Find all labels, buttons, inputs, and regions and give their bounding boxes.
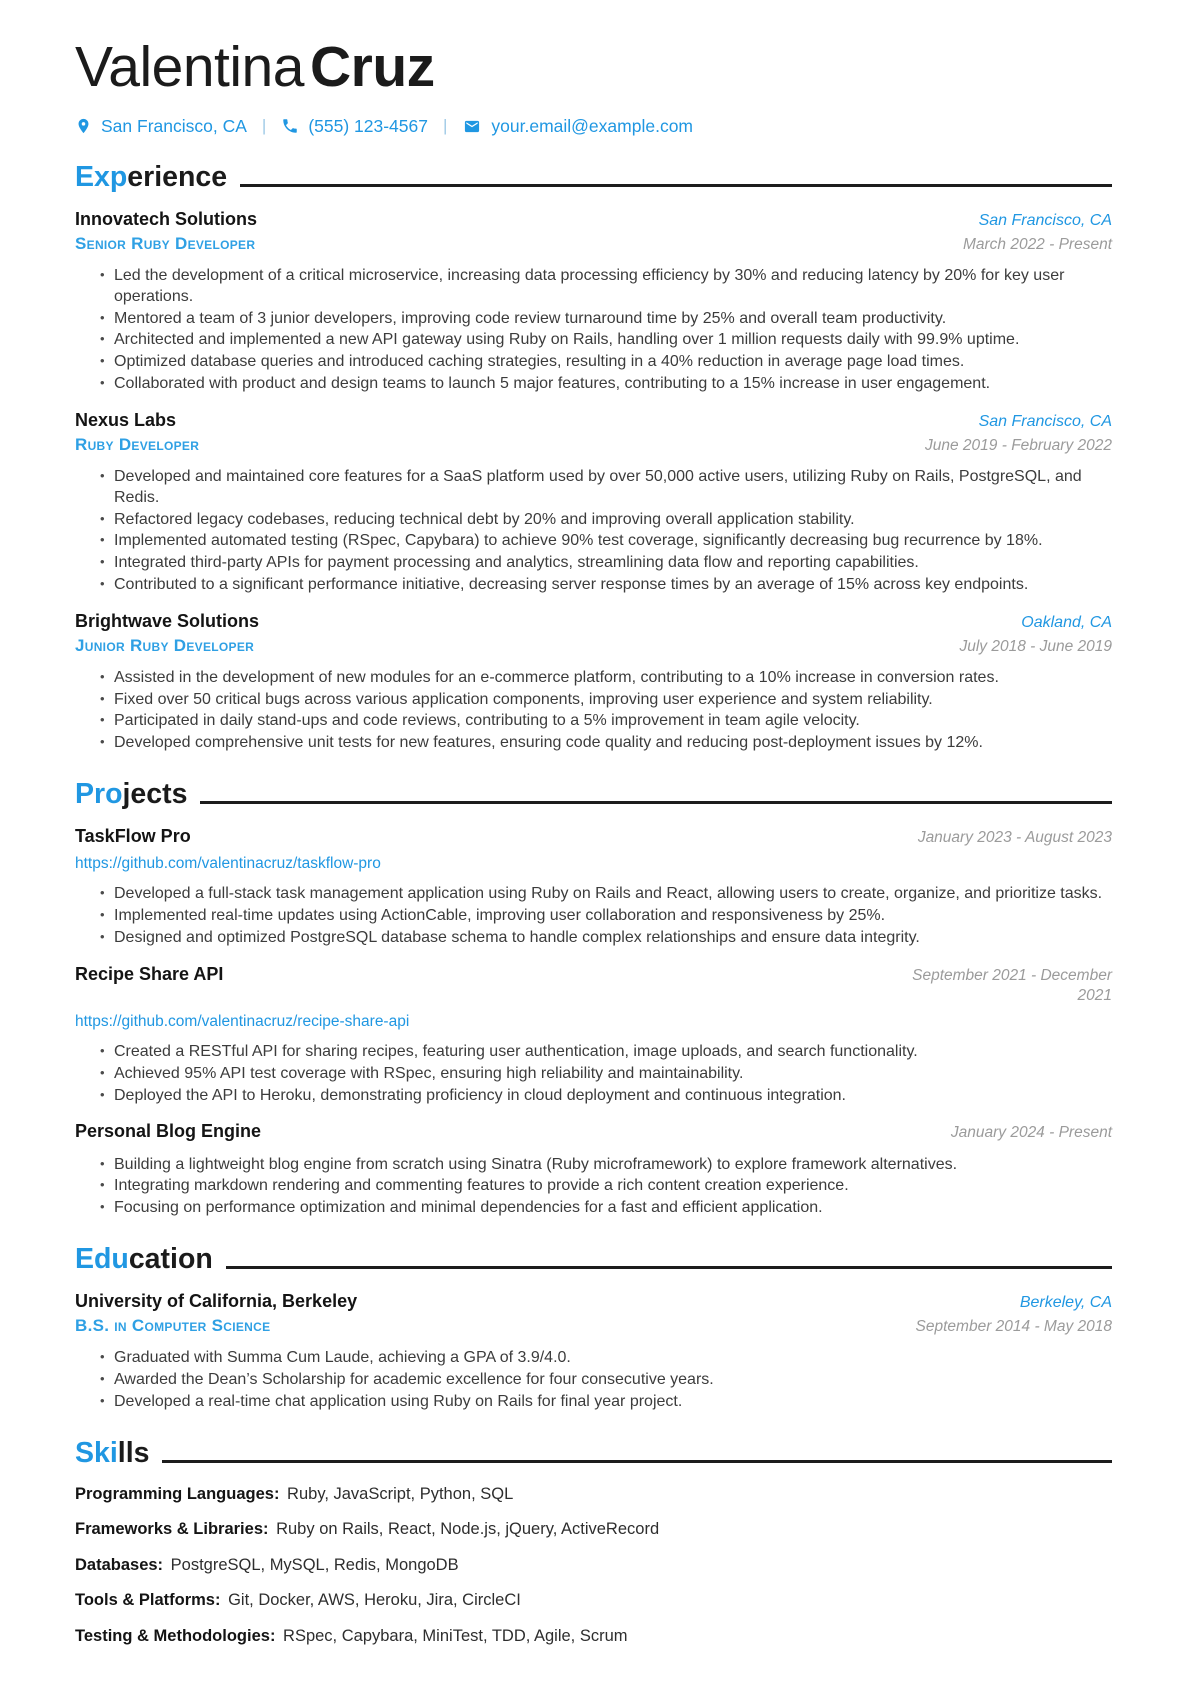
section-title-rest: cation — [128, 1242, 213, 1275]
contact-email[interactable]: your.email@example.com — [491, 115, 693, 136]
bullet-item: • Mentored a team of 3 junior developers, improving code review turnaround time by 25% and overall team productivity. — [99, 309, 1112, 330]
bullet-item: • Focusing on performance optimization and minimal dependencies for a fast and efficient application. — [99, 1198, 1112, 1219]
entry-dates: September 2014 - May 2018 — [915, 1318, 1112, 1336]
bullet-item: • Graduated with Summa Cum Laude, achieving a GPA of 3.9/4.0. — [99, 1348, 1112, 1369]
bullet-item: • Building a lightweight blog engine from scratch using Sinatra (Ruby microframework) to explore framework alternatives. — [99, 1155, 1112, 1176]
section-title-accent: Edu — [75, 1242, 129, 1275]
resume-header — [75, 36, 1112, 137]
skill-values: RSpec, Capybara, MiniTest, TDD, Agile, Scrum — [283, 1626, 628, 1645]
section-title-rest: erience — [127, 160, 228, 193]
bullet-item: • Participated in daily stand-ups and code reviews, contributing to a 5% improvement in team agile velocity. — [99, 711, 1112, 732]
skill-values: PostgreSQL, MySQL, Redis, MongoDB — [170, 1555, 459, 1574]
bullet-list — [75, 884, 1112, 948]
contact-separator: | — [442, 116, 448, 136]
entry-dates: September 2021 - December 2021 — [912, 966, 1112, 1004]
project-entry — [75, 826, 1112, 949]
skill-category-label: Testing & Methodologies: — [75, 1626, 276, 1645]
first-name: Valentina — [75, 35, 304, 99]
contact-email-item — [462, 116, 693, 137]
section-title-rest: lls — [117, 1436, 150, 1469]
skills-section-title — [75, 1436, 1112, 1470]
section-projects — [75, 777, 1112, 1219]
section-title-accent: Pro — [75, 778, 123, 811]
entry-header — [75, 611, 1112, 657]
position-title: Senior Ruby Developer — [75, 233, 256, 253]
skill-category-label: Tools & Platforms: — [75, 1591, 221, 1610]
entry-header — [75, 1291, 1112, 1337]
company-name: Nexus Labs — [75, 409, 177, 430]
bullet-item: • Collaborated with product and design teams to launch 5 major features, contributing to a 15% increase in user engagement. — [99, 374, 1112, 395]
company-name: Brightwave Solutions — [75, 610, 260, 631]
bullet-item: • Refactored legacy codebases, reducing technical debt by 20% and improving overall application stability. — [99, 510, 1112, 531]
project-entry — [75, 964, 1112, 1107]
position-title: Ruby Developer — [75, 434, 200, 454]
degree-title: B.S. in Computer Science — [75, 1316, 271, 1336]
bullet-item: • Integrated third-party APIs for payment processing and analytics, streamlining data flow and reporting capabilities. — [99, 553, 1112, 574]
bullet-list — [75, 1348, 1112, 1412]
section-skills — [75, 1436, 1112, 1647]
section-experience — [75, 160, 1112, 754]
company-name: Innovatech Solutions — [75, 208, 258, 229]
entry-location: San Francisco, CA — [978, 211, 1112, 229]
contact-phone-item — [281, 116, 428, 137]
project-link[interactable]: https://github.com/valentinacruz/recipe-share-api — [75, 1013, 410, 1031]
bullet-item: • Awarded the Dean’s Scholarship for academic excellence for four consecutive years. — [99, 1370, 1112, 1391]
skill-category-label: Databases: — [75, 1555, 164, 1574]
contact-location: San Francisco, CA — [101, 115, 247, 136]
entry-location: Berkeley, CA — [1019, 1294, 1112, 1312]
section-education — [75, 1242, 1112, 1413]
project-name: Recipe Share API — [75, 963, 224, 984]
bullet-item: • Deployed the API to Heroku, demonstrating proficiency in cloud deployment and continuous integration. — [99, 1086, 1112, 1107]
last-name: Cruz — [309, 35, 435, 99]
entry-header — [75, 410, 1112, 456]
contact-phone: (555) 123-4567 — [308, 115, 428, 136]
bullet-item: • Fixed over 50 critical bugs across various application components, improving user experience and system reliability. — [99, 690, 1112, 711]
school-name: University of California, Berkeley — [75, 1291, 358, 1312]
project-link[interactable]: https://github.com/valentinacruz/taskflow-pro — [75, 855, 381, 873]
entry-dates: June 2019 - February 2022 — [925, 436, 1112, 454]
bullet-item: • Created a RESTful API for sharing recipes, featuring user authentication, image uploads, and search functionality. — [99, 1042, 1112, 1063]
entry-dates: January 2023 - August 2023 — [917, 829, 1112, 847]
project-name: TaskFlow Pro — [75, 826, 191, 847]
bullet-item: • Optimized database queries and introduced caching strategies, resulting in a 40% reduction in average page load times. — [99, 352, 1112, 373]
education-section-title — [75, 1242, 1112, 1276]
section-rule — [200, 801, 1112, 804]
projects-section-title — [75, 777, 1112, 811]
bullet-item: • Developed comprehensive unit tests for new features, ensuring code quality and reducing post-deployment issues by 12%. — [99, 733, 1112, 754]
entry-header — [75, 1121, 1112, 1143]
contact-row — [75, 116, 1112, 137]
skill-values: Git, Docker, AWS, Heroku, Jira, CircleCI — [228, 1591, 521, 1610]
contact-separator: | — [261, 116, 267, 136]
section-title-accent: Ski — [75, 1436, 118, 1469]
bullet-list — [75, 467, 1112, 596]
bullet-item: • Architected and implemented a new API gateway using Ruby on Rails, handling over 1 million requests daily with 99.9% uptime. — [99, 330, 1112, 351]
bullet-item: • Achieved 95% API test coverage with RSpec, ensuring high reliability and maintainability. — [99, 1064, 1112, 1085]
bullet-item: • Developed and maintained core features for a SaaS platform used by over 50,000 active users, utilizing Ruby on Rails, PostgreSQL, and Redis. — [99, 467, 1112, 509]
experience-entry — [75, 209, 1112, 395]
entry-dates: July 2018 - June 2019 — [959, 637, 1112, 655]
skill-line — [75, 1519, 1112, 1540]
bullet-item: • Assisted in the development of new modules for an e-commerce platform, contributing to a 10% increase in conversion rates. — [99, 668, 1112, 689]
bullet-item: • Developed a real-time chat application using Ruby on Rails for final year project. — [99, 1392, 1112, 1413]
bullet-item: • Developed a full-stack task management application using Ruby on Rails and React, allowing users to create, organize, and prioritize tasks. — [99, 884, 1112, 905]
bullet-item: • Designed and optimized PostgreSQL database schema to handle complex relationships and ensure data integrity. — [99, 928, 1112, 949]
position-title: Junior Ruby Developer — [75, 635, 255, 655]
experience-entry — [75, 611, 1112, 754]
entry-header — [75, 209, 1112, 255]
section-title-rest: jects — [122, 778, 188, 811]
bullet-item: • Implemented automated testing (RSpec, Capybara) to achieve 90% test coverage, significantly decreasing bug recurrence by 18%. — [99, 531, 1112, 552]
project-name: Personal Blog Engine — [75, 1121, 262, 1142]
skill-line — [75, 1590, 1112, 1611]
skill-line — [75, 1626, 1112, 1647]
entry-location: Oakland, CA — [1021, 613, 1112, 631]
bullet-list — [75, 1155, 1112, 1219]
entry-header — [75, 826, 1112, 873]
entry-dates: January 2024 - Present — [950, 1124, 1112, 1142]
bullet-list — [75, 668, 1112, 754]
bullet-item: • Implemented real-time updates using ActionCable, improving user collaboration and responsiveness by 25%. — [99, 906, 1112, 927]
contact-location-item — [75, 116, 247, 137]
phone-icon — [281, 117, 299, 135]
bullet-list — [75, 1042, 1112, 1106]
skill-values: Ruby on Rails, React, Node.js, jQuery, ActiveRecord — [276, 1520, 660, 1539]
experience-section-title — [75, 160, 1112, 194]
section-rule — [162, 1460, 1112, 1463]
section-rule — [226, 1266, 1112, 1269]
experience-entry — [75, 410, 1112, 596]
entry-location: San Francisco, CA — [978, 412, 1112, 430]
section-title-accent: Exp — [75, 160, 128, 193]
entry-header — [75, 964, 1112, 1031]
skills-list — [75, 1484, 1112, 1647]
bullet-item: • Integrating markdown rendering and commenting features to provide a rich content creation experience. — [99, 1176, 1112, 1197]
skill-values: Ruby, JavaScript, Python, SQL — [287, 1484, 514, 1503]
bullet-list — [75, 266, 1112, 395]
skill-line — [75, 1555, 1112, 1576]
envelope-icon — [462, 118, 482, 135]
skill-category-label: Programming Languages: — [75, 1484, 280, 1503]
project-entry — [75, 1121, 1112, 1219]
entry-dates: March 2022 - Present — [962, 235, 1112, 253]
education-entry — [75, 1291, 1112, 1413]
bullet-item: • Contributed to a significant performance initiative, decreasing server response times by an average of 15% across key endpoints. — [99, 575, 1112, 596]
skill-category-label: Frameworks & Libraries: — [75, 1520, 269, 1539]
person-name — [75, 36, 1112, 99]
section-rule — [240, 184, 1112, 187]
map-pin-icon — [75, 116, 92, 136]
bullet-item: • Led the development of a critical microservice, increasing data processing efficiency by 30% and reducing latency by 20% for key user operations. — [99, 266, 1112, 308]
skill-line — [75, 1484, 1112, 1505]
